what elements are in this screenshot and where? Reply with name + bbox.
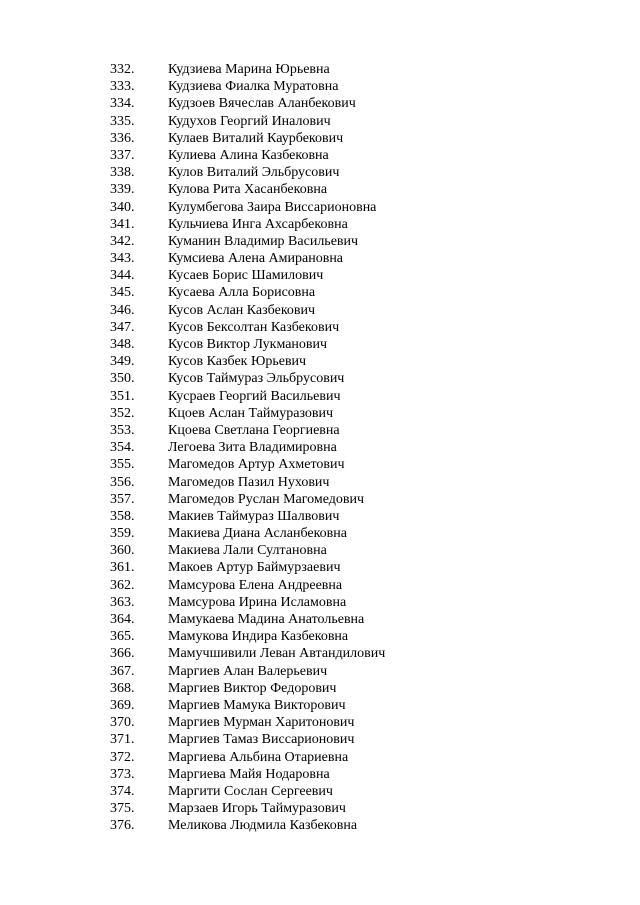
entry-number: 367.	[110, 663, 135, 679]
entry-number: 346.	[110, 302, 135, 318]
entry-name: Кусов Казбек Юрьевич	[168, 354, 307, 370]
list-item	[0, 181, 640, 198]
entry-number: 374.	[110, 783, 135, 799]
list-item	[0, 439, 640, 456]
list-item	[0, 697, 640, 714]
entry-name: Кулов Виталий Эльбрусович	[168, 165, 340, 181]
list-item	[0, 766, 640, 783]
entry-number: 372.	[110, 749, 135, 765]
list-item	[0, 491, 640, 508]
entry-name: Кулумбегова Заира Виссарионовна	[168, 199, 377, 215]
entry-name: Маргиев Мамука Викторович	[168, 697, 346, 713]
list-item	[0, 267, 640, 284]
list-item	[0, 456, 640, 473]
entry-number: 370.	[110, 715, 135, 731]
list-item	[0, 353, 640, 370]
entry-name: Мамсурова Ирина Исламовна	[168, 594, 347, 610]
entry-number: 345.	[110, 285, 135, 301]
entry-number: 375.	[110, 801, 135, 817]
list-item	[0, 388, 640, 405]
list-item	[0, 95, 640, 112]
list-item	[0, 61, 640, 78]
list-item	[0, 559, 640, 576]
list-item	[0, 147, 640, 164]
list-item	[0, 817, 640, 834]
list-item	[0, 714, 640, 731]
list-item	[0, 233, 640, 250]
entry-number: 350.	[110, 371, 135, 387]
entry-name: Кумсиева Алена Амирановна	[168, 251, 344, 267]
list-item	[0, 422, 640, 439]
name-list	[0, 61, 640, 834]
entry-number: 338.	[110, 165, 135, 181]
entry-number: 352.	[110, 405, 135, 421]
entry-name: Марзаев Игорь Таймуразович	[168, 801, 346, 817]
entry-name: Кусов Бексолтан Казбекович	[168, 319, 340, 335]
entry-number: 341.	[110, 216, 135, 232]
entry-name: Мамукова Индира Казбековна	[168, 629, 349, 645]
entry-name: Кусов Виктор Лукманович	[168, 337, 328, 352]
entry-name: Магомедов Пазил Нухович	[168, 474, 330, 490]
entry-number: 360.	[110, 543, 135, 559]
entry-name: Маргиев Алан Валерьевич	[168, 663, 328, 679]
list-item	[0, 542, 640, 559]
list-item	[0, 319, 640, 336]
entry-number: 358.	[110, 508, 135, 524]
entry-number: 366.	[110, 646, 135, 662]
list-item	[0, 731, 640, 748]
list-item	[0, 113, 640, 130]
list-item	[0, 680, 640, 697]
entry-name: Меликова Людмила Казбековна	[168, 818, 358, 834]
entry-name: Макиев Таймураз Шалвович	[168, 508, 340, 524]
entry-number: 348.	[110, 337, 135, 352]
list-item	[0, 78, 640, 95]
entry-number: 369.	[110, 697, 135, 713]
entry-name: Мамучшивили Леван Автандилович	[168, 646, 386, 662]
entry-number: 373.	[110, 766, 135, 782]
entry-number: 336.	[110, 130, 135, 146]
entry-number: 333.	[110, 79, 135, 95]
entry-name: Магомедов Артур Ахметович	[168, 457, 345, 473]
entry-number: 343.	[110, 251, 135, 267]
entry-number: 353.	[110, 422, 135, 438]
entry-number: 364.	[110, 612, 135, 627]
entry-number: 356.	[110, 474, 135, 490]
entry-number: 362.	[110, 577, 135, 593]
entry-name: Кудзоев Вячеслав Аланбекович	[168, 96, 356, 112]
list-item	[0, 199, 640, 216]
entry-name: Маргити Сослан Сергеевич	[168, 783, 333, 799]
entry-name: Макиева Лали Султановна	[168, 543, 327, 559]
entry-name: Кцоева Светлана Георгиевна	[168, 422, 340, 438]
entry-name: Маргиев Тамаз Виссарионович	[168, 732, 355, 748]
entry-name: Кусаева Алла Борисовна	[168, 285, 316, 301]
list-item	[0, 370, 640, 387]
entry-name: Кулова Рита Хасанбековна	[168, 182, 328, 198]
list-item	[0, 749, 640, 766]
list-item	[0, 302, 640, 319]
entry-name: Кусаев Борис Шамилович	[168, 268, 324, 284]
entry-name: Кулиева Алина Казбековна	[168, 147, 329, 163]
list-item	[0, 594, 640, 611]
list-item	[0, 525, 640, 542]
list-item	[0, 611, 640, 628]
entry-name: Кудухов Георгий Иналович	[168, 113, 331, 129]
entry-number: 359.	[110, 526, 135, 542]
list-item	[0, 130, 640, 147]
list-item	[0, 336, 640, 353]
entry-number: 361.	[110, 560, 135, 576]
entry-name: Легоева Зита Владимировна	[168, 440, 337, 456]
entry-number: 347.	[110, 319, 135, 335]
entry-number: 355.	[110, 457, 135, 473]
entry-number: 371.	[110, 732, 135, 748]
entry-number: 344.	[110, 268, 135, 284]
entry-number: 365.	[110, 629, 135, 645]
list-item	[0, 284, 640, 301]
entry-name: Мамсурова Елена Андреевна	[168, 577, 343, 593]
entry-name: Кулаев Виталий Каурбекович	[168, 130, 344, 146]
entry-number: 339.	[110, 182, 135, 198]
entry-name: Мамукаева Мадина Анатольевна	[168, 612, 365, 627]
entry-name: Маргиев Виктор Федорович	[168, 680, 337, 696]
entry-name: Макоев Артур Баймурзаевич	[168, 560, 341, 576]
entry-number: 351.	[110, 388, 135, 404]
entry-number: 376.	[110, 818, 135, 834]
entry-name: Маргиева Майя Нодаровна	[168, 766, 330, 782]
entry-name: Магомедов Руслан Магомедович	[168, 491, 365, 507]
entry-number: 349.	[110, 354, 135, 370]
list-item	[0, 645, 640, 662]
entry-number: 334.	[110, 96, 135, 112]
entry-name: Кудзиева Марина Юрьевна	[168, 62, 330, 77]
entry-name: Кусов Аслан Казбекович	[168, 302, 316, 318]
entry-number: 368.	[110, 680, 135, 696]
entry-name: Кульчиева Инга Ахсарбековна	[168, 216, 348, 232]
list-item	[0, 216, 640, 233]
entry-number: 342.	[110, 233, 135, 249]
entry-number: 335.	[110, 113, 135, 129]
entry-number: 337.	[110, 147, 135, 163]
list-item	[0, 474, 640, 491]
entry-name: Кусов Таймураз Эльбрусович	[168, 371, 345, 387]
entry-number: 332.	[110, 62, 135, 77]
entry-name: Кусраев Георгий Васильевич	[168, 388, 341, 404]
entry-number: 354.	[110, 440, 135, 456]
entry-name: Маргиева Альбина Отариевна	[168, 749, 349, 765]
list-item	[0, 250, 640, 267]
entry-name: Маргиев Мурман Харитонович	[168, 715, 355, 731]
entry-number: 363.	[110, 594, 135, 610]
list-item	[0, 783, 640, 800]
entry-name: Кудзиева Фиалка Муратовна	[168, 79, 339, 95]
list-item	[0, 508, 640, 525]
list-item	[0, 577, 640, 594]
list-item	[0, 405, 640, 422]
entry-name: Кцоев Аслан Таймуразович	[168, 405, 334, 421]
entry-name: Макиева Диана Асланбековна	[168, 526, 347, 542]
entry-number: 340.	[110, 199, 135, 215]
list-item	[0, 800, 640, 817]
entry-name: Куманин Владимир Васильевич	[168, 233, 359, 249]
list-item	[0, 164, 640, 181]
list-item	[0, 663, 640, 680]
list-item	[0, 628, 640, 645]
entry-number: 357.	[110, 491, 135, 507]
